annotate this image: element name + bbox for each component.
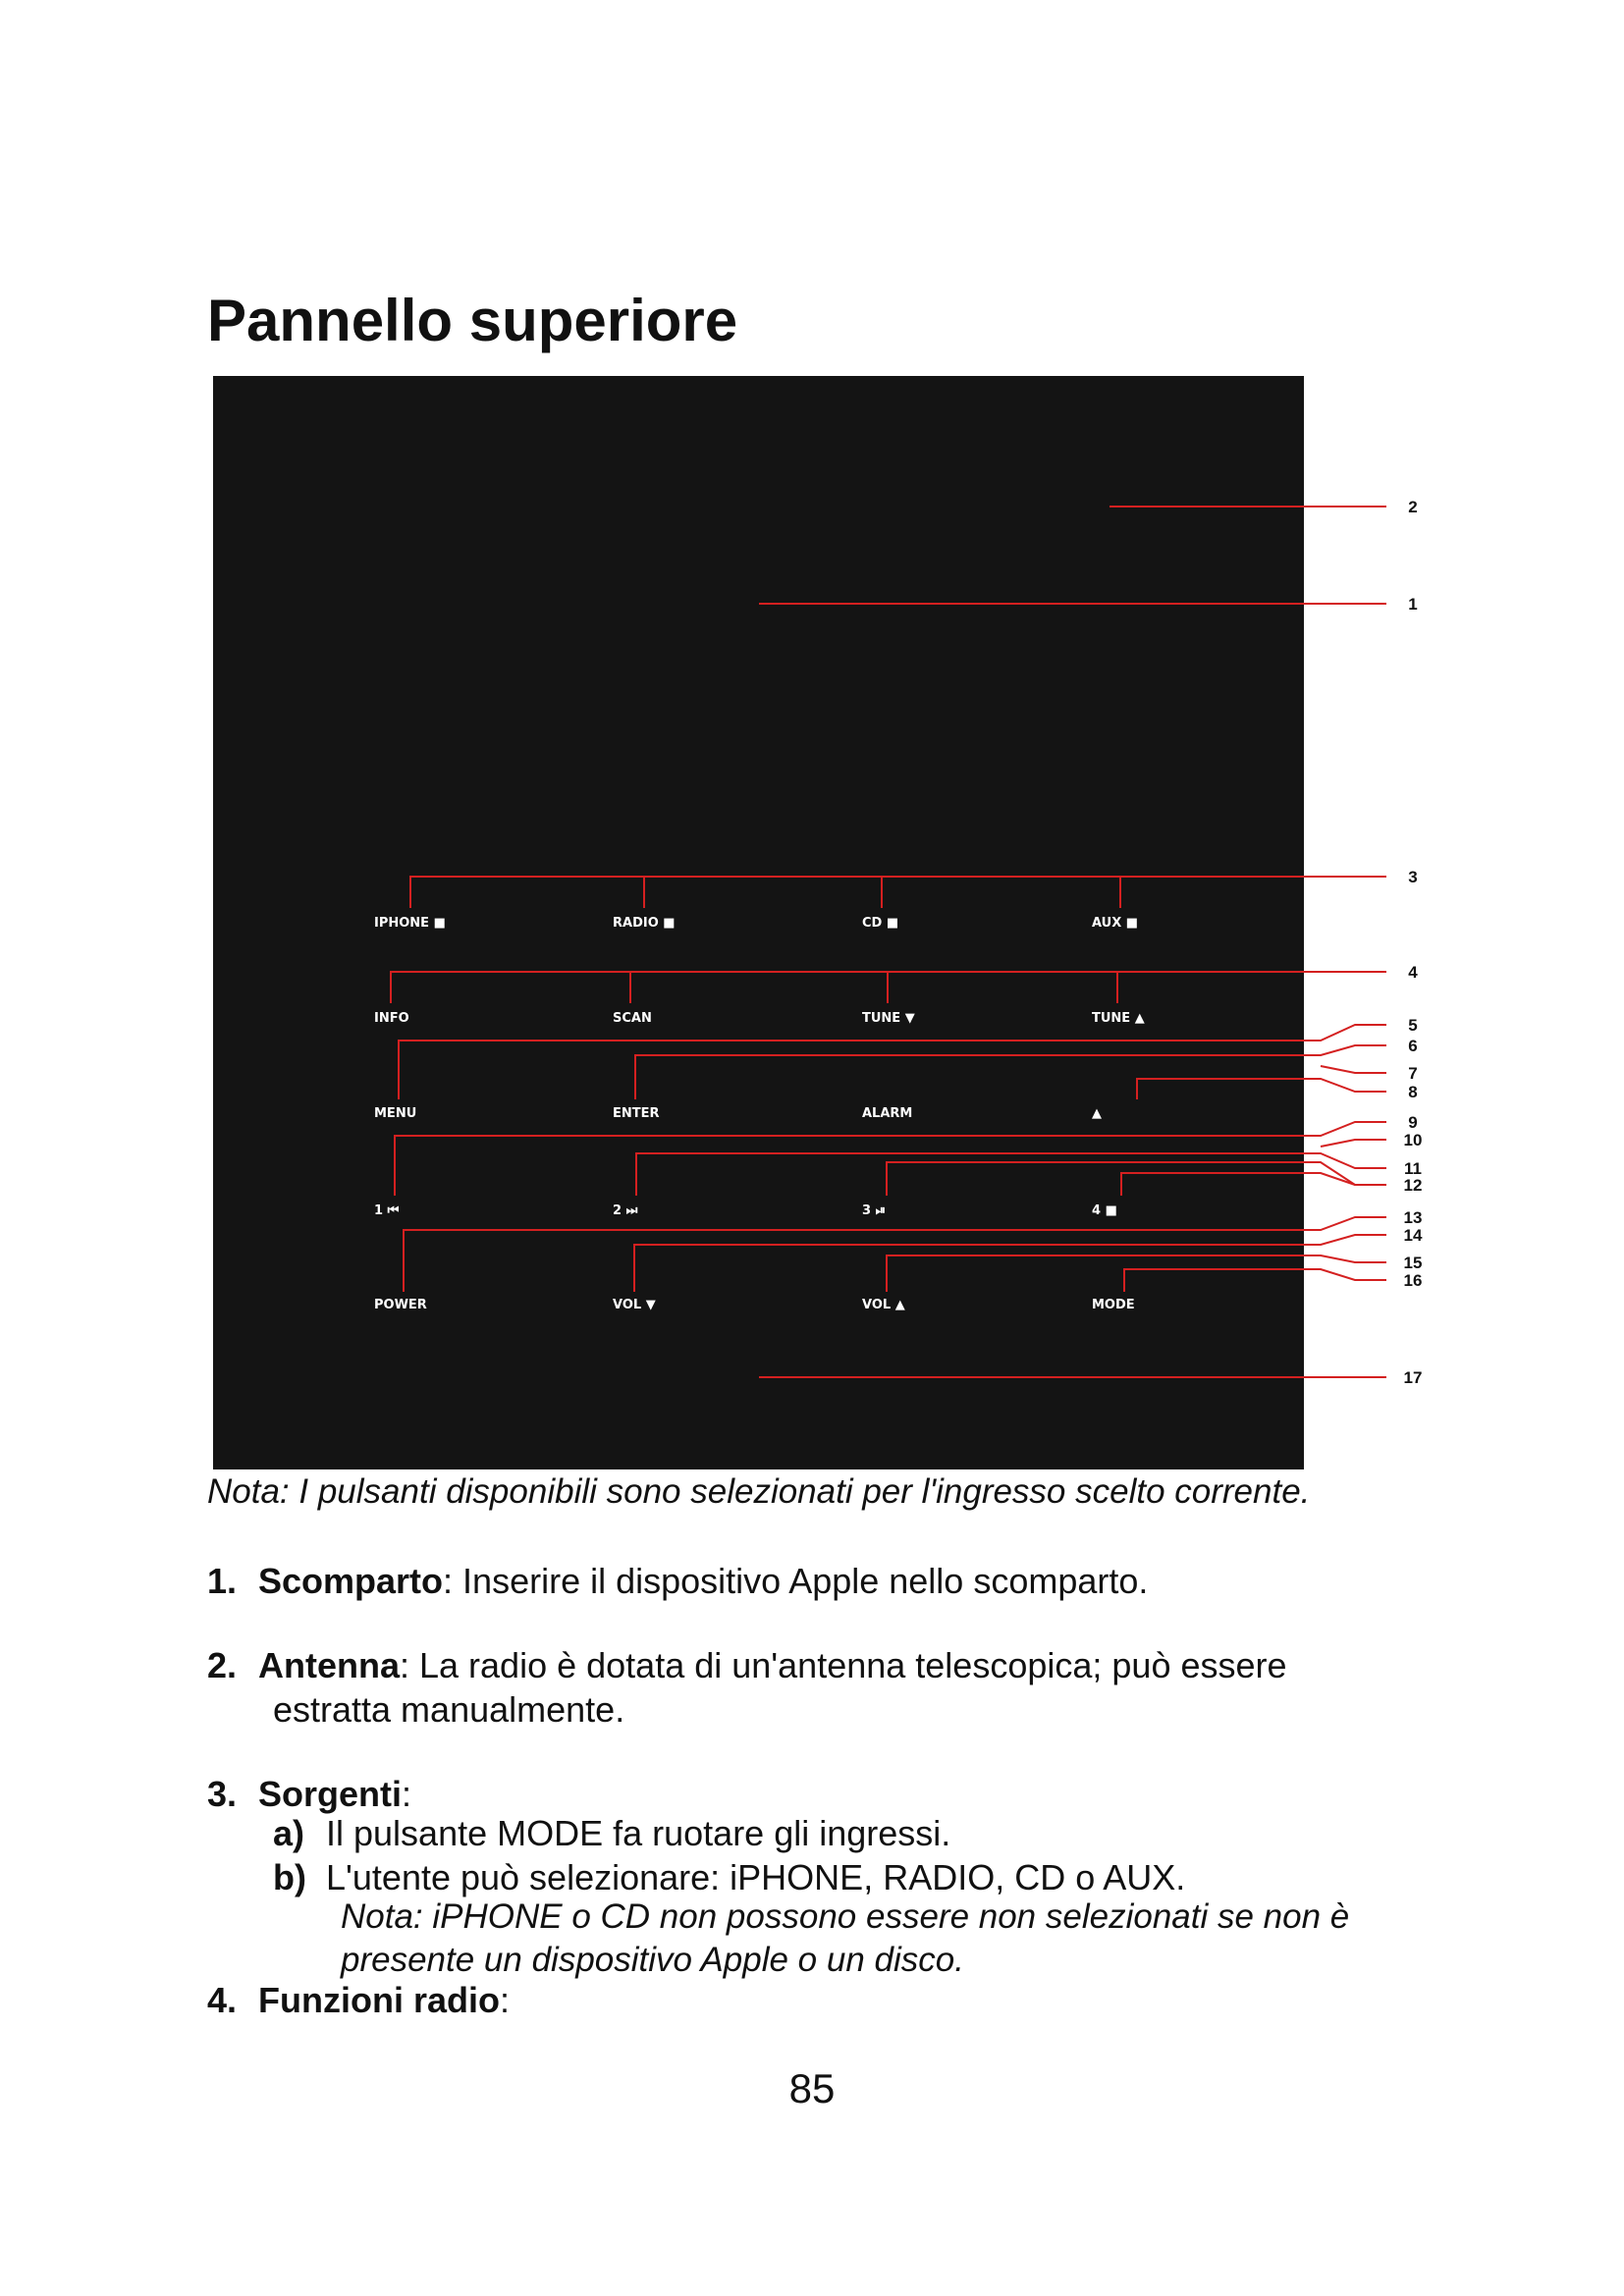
sub-note-line-1: Nota: iPHONE o CD non possono essere non selezionati se non è (341, 1897, 1350, 1936)
panel-label: TUNE ▼ (862, 1011, 915, 1026)
item-number: 2. (207, 1645, 238, 1685)
item-text: : La radio è dotata di un'antenna telescopica; può essere (400, 1645, 1287, 1685)
callout-number: 8 (1408, 1083, 1418, 1101)
callout-number: 15 (1403, 1254, 1423, 1272)
callout-number: 9 (1408, 1113, 1418, 1132)
panel-label: CD ■ (862, 916, 899, 931)
sub-item-letter: a) (273, 1813, 305, 1853)
callout-number: 16 (1403, 1271, 1423, 1290)
item-2-continuation: estratta manualmente. (273, 1689, 625, 1730)
item-heading: Scomparto (258, 1561, 444, 1601)
item-heading: Antenna (258, 1645, 400, 1685)
callout-number: 13 (1403, 1208, 1423, 1227)
panel-label: 3 ⏯ (862, 1203, 886, 1218)
callout-number: 6 (1408, 1037, 1418, 1055)
item-text: : Inserire il dispositivo Apple nello scomparto. (443, 1561, 1149, 1601)
callout-number: 5 (1408, 1016, 1418, 1035)
item-heading: Sorgenti (258, 1774, 403, 1814)
panel-label: 1 ⏮ (374, 1203, 400, 1218)
item-number: 1. (207, 1561, 238, 1601)
page-title: Pannello superiore (207, 288, 738, 353)
panel-label: INFO (374, 1011, 409, 1026)
panel-label: RADIO ■ (613, 916, 676, 931)
item-text: : (499, 1980, 510, 2020)
item-2 (207, 1644, 1287, 1687)
callout-line-10 (1321, 1140, 1386, 1147)
panel-label: ENTER (613, 1106, 660, 1121)
panel-label: VOL ▲ (862, 1298, 905, 1312)
callout-number: 14 (1403, 1226, 1423, 1245)
panel-label: ALARM (862, 1106, 913, 1121)
panel-label: AUX ■ (1092, 916, 1139, 931)
callout-number: 1 (1408, 595, 1418, 614)
sub-item-text: Il pulsante MODE fa ruotare gli ingressi. (326, 1813, 951, 1853)
sub-note-line-2: presente un dispositivo Apple o un disco. (341, 1941, 964, 1979)
panel-label: MENU (374, 1106, 417, 1121)
panel-label: POWER (374, 1298, 427, 1312)
sub-item-letter: b) (273, 1857, 306, 1897)
item-heading: Funzioni radio (258, 1980, 500, 2020)
callout-number: 4 (1408, 963, 1418, 982)
callout-number: 10 (1403, 1131, 1423, 1149)
item-number: 4. (207, 1980, 238, 2020)
panel-label: ▲ (1092, 1106, 1102, 1121)
callout-line-7 (1321, 1066, 1386, 1073)
callout-number: 12 (1403, 1176, 1423, 1195)
page-number: 85 (788, 2065, 836, 2111)
item-4 (207, 1979, 510, 2022)
panel-label: SCAN (613, 1011, 652, 1026)
item-number: 3. (207, 1774, 238, 1814)
item-1 (207, 1560, 1148, 1603)
panel-label: TUNE ▲ (1092, 1011, 1145, 1026)
callout-number: 7 (1408, 1064, 1418, 1083)
callout-numbers (1404, 498, 1423, 1387)
panel-label: MODE (1092, 1298, 1135, 1312)
sub-item-text: L'utente può selezionare: iPHONE, RADIO, CD o AUX. (326, 1857, 1186, 1897)
callout-number: 3 (1408, 868, 1418, 886)
item-text: : (402, 1774, 412, 1814)
panel-label: IPHONE ■ (374, 916, 446, 931)
callout-number: 17 (1403, 1368, 1423, 1387)
panel-label: VOL ▼ (613, 1298, 656, 1312)
figure-note: Nota: I pulsanti disponibili sono selezionati per l'ingresso scelto corrente. (207, 1472, 1311, 1511)
item-3 (207, 1773, 411, 1816)
panel-label: 2 ⏭ (613, 1203, 638, 1218)
panel-label: 4 ■ (1092, 1203, 1117, 1218)
callout-number: 2 (1408, 498, 1418, 516)
sub-item-a (273, 1812, 950, 1855)
callout-number: 11 (1404, 1159, 1422, 1178)
sub-item-b (273, 1856, 1185, 1899)
